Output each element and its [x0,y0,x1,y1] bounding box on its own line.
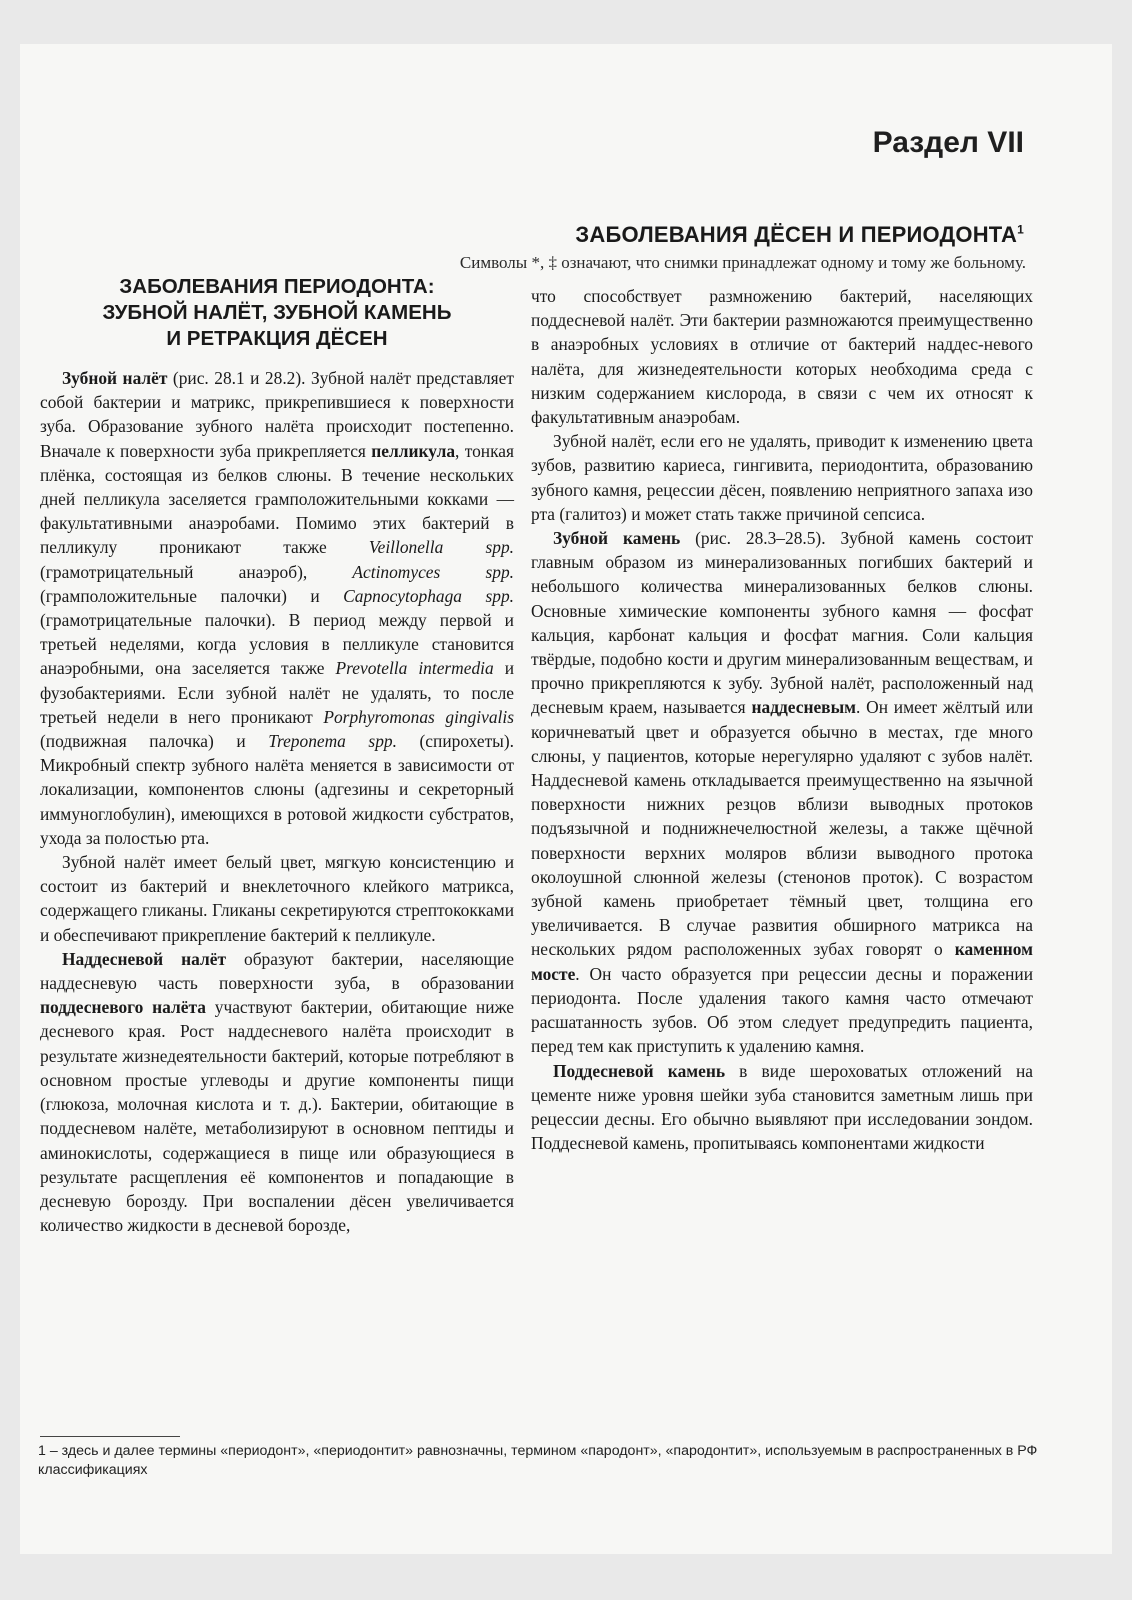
left-column [40,270,514,1237]
left-column-body [40,366,514,1237]
text-run: , тонкая плёнка, состоящая из белков слюны. В течение нескольких дней пелликула заселяется грамположительными кокками — факультативными анаэробами. Помимо этих бактерий в пелликулу проникают также [40,440,514,558]
species-name: Porphyromonas gingivalis [323,706,514,727]
paragraph [531,429,1033,526]
bold-term: поддесневого налёта [40,997,206,1018]
bold-term: Поддесневой камень [553,1060,726,1081]
species-name: Actinomyces spp. [352,561,514,582]
bold-term: наддесневым [751,697,856,718]
article-heading: ЗАБОЛЕВАНИЯ ПЕРИОДОНТА: ЗУБНОЙ НАЛЁТ, ЗУБНОЙ КАМЕНЬ И РЕТРАКЦИЯ ДЁСЕН [102,275,452,350]
footnote-marker: 1 [1017,222,1024,237]
paragraph [531,1059,1033,1156]
text-run: в виде шероховатых отложений на цементе ниже уровня шейки зуба становится заметным лишь при рецессии десны. Его обычно выявляют при исследовании зондом. Поддесневой камень, пропитываясь компонентами жидкости [531,1060,1033,1154]
section-title-text: ЗАБОЛЕВАНИЯ ДЁСЕН И ПЕРИОДОНТА [575,222,1018,247]
species-name: Capnocytophaga spp. [343,585,514,606]
species-name: Treponema spp. [268,731,397,752]
text-run: . Он имеет жёлтый или коричневатый цвет и образуется обычно в местах, где много слюны, у пациентов, которые нерегулярно удаляют с зубов налёт. Наддесневой камень откладывается преимущественно на язычной поверхности нижних резцов вблизи выводных протоков подъязычной и поднижнечелюстной железы, а также щёчной поверхности верхних моляров вблизи выводного протока околоушной слюнной железы (стенонов проток). С возрастом зубной камень приобретает тёмный цвет, толщина его увеличивается. В случае развития обширного матрикса на нескольких рядом расположенных зубах говорят о [531,697,1034,960]
paragraph [40,850,514,947]
text-run: Зубной налёт имеет белый цвет, мягкую консистенцию и состоит из бактерий и внеклеточного клейкого матрикса, содержащего гликаны. Гликаны секретируются стрептококками и обеспечивают прикрепление бактерий к пелликуле. [40,852,514,945]
text-run: участвуют бактерии, обитающие ниже десневого края. Рост наддесневого налёта происходит в результате жизнедеятельности бактерий, которые потребляют в основном простые углеводы и другие компоненты пищи (глюкоза, молочная кислота и т. д.). Бактерии, обитающие в поддесневом налёте, метаболизируют в основном пептиды и аминокислоты, содержащиеся в пище или образующиеся в результате расщепления её компонентов и попадающие в десневую борозду. При воспалении дёсен увеличивается количество жидкости в десневой борозде, [40,997,515,1236]
species-name: Prevotella intermedia [335,658,494,679]
paragraph [531,526,1033,1058]
bold-term: каменном мосте [531,939,1033,984]
text-run: и фузобактериями. Если зубной налёт не удалять, то после третьей недели в него проникают [40,658,515,727]
paragraph [40,366,514,850]
section-title [575,222,1024,248]
text-run: . Он часто образуется при рецессии десны и поражении периодонта. После удаления такого камня часто отмечают расшатанность зубов. Об этом следует предупредить пациента, перед тем как приступить к удалению камня. [531,963,1033,1057]
text-run: что способствует размножению бактерий, населяющих поддесневой налёт. Эти бактерии размножаются преимущественно в анаэробных условиях в отличие от бактерий наддес-невого налёта, для жизнедеятельности которых необходима среда с низким содержанием кислорода, в связи с чем их относят к факультативным анаэробам. [531,286,1033,428]
symbols-note: Символы *, ‡ означают, что снимки принадлежат одному и тому же больному. [459,253,1026,272]
right-column [531,284,1033,1155]
bold-term: Зубной налёт [62,368,168,388]
right-column-body [531,284,1033,1155]
text-run: (грамотрицательные палочки). В период между первой и третьей неделями, когда условия в пелликуле становится анаэробными, она заселяется также [40,610,514,679]
bold-term: Зубной камень [553,528,681,549]
paragraph [40,947,514,1237]
paragraph [531,284,1033,429]
text-run: (спирохеты). Микробный спектр зубного налёта меняется в зависимости от локализации, компонентов слюны (адгезины и секреторный иммуноглобулин), имеющихся в ротовой жидкости субстратов, ухода за полостью рта. [40,731,514,848]
text-run: (подвижная палочка) и [40,731,269,752]
text-run: образуют бактерии, населяющие наддесневую часть поверхности зуба, в образовании [40,948,514,994]
text-run: (грамположительные палочки) и [40,585,344,606]
text-run: Зубной налёт, если его не удалять, приводит к изменению цвета зубов, развитию кариеса, гингивита, периодонтита, образованию зубного камня, рецессии дёсен, появлению неприятного запаха изо рта (галитоз) и может стать также причиной сепсиса. [531,431,1033,524]
footnote: 1 – здесь и далее термины «периодонт», «периодонтит» равнозначны, термином «пародонт», «пародонтит», используемым в распространенных в РФ классификациях [38,1443,1038,1478]
text-run: (рис. 28.1 и 28.2). Зубной налёт представляет собой бактерии и матрикс, прикрепившиеся к поверхности зуба. Образование зубного налёта происходит постепенно. Вначале к поверхности зуба прикрепляется [40,368,514,461]
bold-term: пелликула [371,440,456,461]
footnote-divider [40,1436,180,1437]
text-run: (рис. 28.3–28.5). Зубной камень состоит главным образом из минерализованных погибших бактерий и небольшого количества минерализованных белков слюны. Основные химические компоненты зубного камня — фосфат кальция, карбонат кальция и фосфат магния. Соли кальция твёрдые, подобно кости и другим минерализованным веществам, и прочно прикрепляются к зубу. Зубной налёт, расположенный над десневым краем, называется [531,528,1034,718]
bold-term: Наддесневой налёт [62,948,227,969]
section-label: Раздел VII [872,126,1024,159]
species-name: Veillonella spp. [368,537,514,558]
text-run: (грамотрицательный анаэроб), [40,561,353,582]
